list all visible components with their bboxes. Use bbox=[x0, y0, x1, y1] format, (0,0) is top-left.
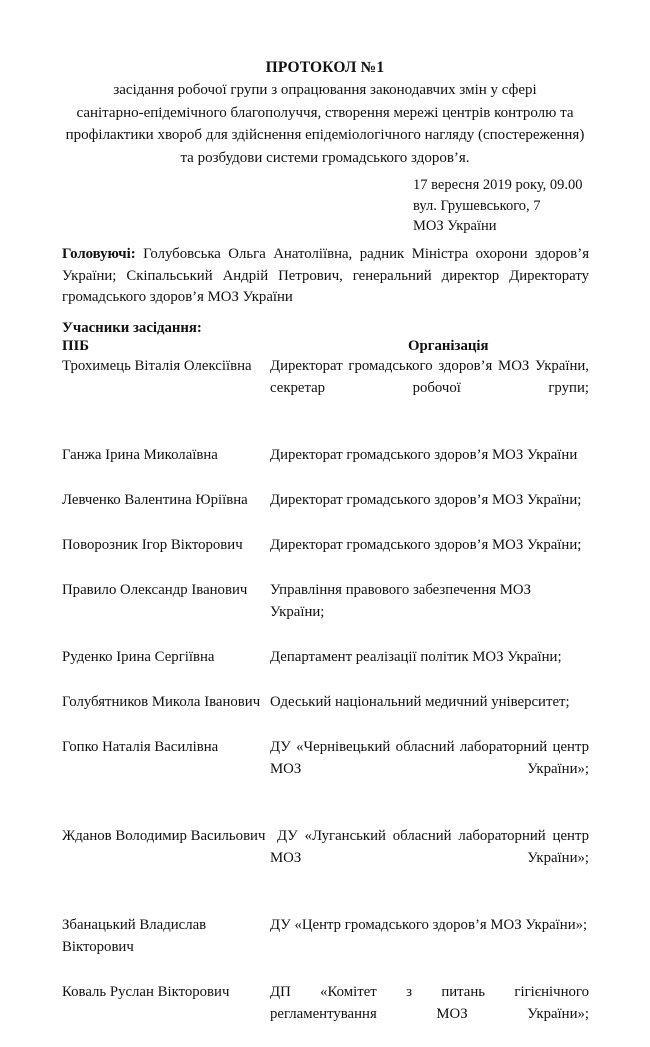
participant-name: Руденко Ірина Сергіївна bbox=[62, 649, 215, 665]
participants-column-headers bbox=[62, 336, 589, 356]
page-title: ПРОТОКОЛ №1 bbox=[265, 59, 385, 76]
participant-organization: ДП «Комітет з питань гігієнічного регламентування МОЗ України»; bbox=[270, 984, 589, 1022]
meeting-institution: МОЗ України bbox=[413, 218, 497, 234]
chairpersons-paragraph bbox=[62, 244, 589, 309]
participant-name: Поворозник Ігор Вікторович bbox=[62, 537, 243, 553]
participant-organization: Одеський національний медичний університет; bbox=[270, 694, 570, 710]
table-row bbox=[62, 914, 589, 958]
chairpersons-label: Головуючі: bbox=[62, 246, 136, 262]
subtitle-line-3: профілактики хвороб для здійснення епідеміологічного нагляду (спостереження) bbox=[65, 127, 585, 143]
participant-name: Жданов Володимир Васильович bbox=[62, 828, 266, 844]
meeting-meta-block bbox=[413, 175, 643, 237]
table-row bbox=[62, 691, 589, 713]
table-row bbox=[62, 534, 589, 556]
meeting-address: вул. Грушевського, 7 bbox=[413, 197, 541, 214]
participant-organization: Директорат громадського здоров’я МОЗ України; bbox=[270, 492, 582, 508]
participant-organization: Директорат громадського здоров’я МОЗ України bbox=[270, 447, 578, 463]
subtitle-line-4: та розбудови системи громадського здоров’я. bbox=[180, 149, 470, 166]
participant-organization: ДУ «Центр громадського здоров’я МОЗ України»; bbox=[270, 917, 588, 933]
table-row bbox=[62, 736, 589, 802]
participants-table bbox=[62, 355, 589, 1047]
subtitle-line-2: санітарно-епідемічного благополуччя, створення мережі центрів контролю та bbox=[76, 104, 574, 121]
participant-organization: ДУ «Луганський обласний лабораторний центр МОЗ України»; bbox=[270, 828, 589, 866]
participant-organization: Управління правового забезпечення МОЗ України; bbox=[270, 582, 532, 620]
table-row bbox=[62, 825, 589, 891]
participant-organization: Директорат громадського здоров’я МОЗ України; bbox=[270, 537, 582, 553]
table-row bbox=[62, 579, 589, 623]
participant-name: Трохимець Віталія Олексіївна bbox=[62, 358, 252, 374]
participant-organization: ДУ «Чернівецький обласний лабораторний центр МОЗ України»; bbox=[270, 739, 589, 777]
subtitle-line-1: засідання робочої групи з опрацювання законодавчих змін у сфері bbox=[113, 82, 537, 98]
column-header-organization: Організація bbox=[408, 338, 489, 354]
table-row bbox=[62, 355, 589, 421]
participant-name: Левченко Валентина Юріївна bbox=[62, 492, 248, 508]
participant-name: Гопко Наталія Василівна bbox=[62, 739, 219, 755]
column-header-name: ПІБ bbox=[62, 338, 90, 354]
participant-name: Ганжа Ірина Миколаївна bbox=[62, 447, 218, 463]
participant-name: Коваль Руслан Вікторович bbox=[62, 984, 230, 1000]
participant-name: Правило Олександр Іванович bbox=[62, 582, 248, 598]
participant-name: Збанацький Владислав Вікторович bbox=[62, 917, 207, 955]
table-row bbox=[62, 489, 589, 511]
participants-heading: Учасники засідання: bbox=[62, 320, 202, 336]
chairpersons-text: Голубовська Ольга Анатоліївна, радник Міністра охорони здоров’я України; Скіпальський Андрій Петрович, генеральний директор Директорату громадського здоров’я МОЗ України bbox=[62, 246, 589, 305]
document-subtitle bbox=[62, 79, 588, 169]
participant-organization: Департамент реалізації політик МОЗ України; bbox=[270, 649, 562, 665]
table-row bbox=[62, 646, 589, 668]
table-row bbox=[62, 444, 589, 466]
participant-name: Голубятников Микола Іванович bbox=[62, 694, 261, 710]
title-block bbox=[62, 57, 588, 169]
participant-organization: Директорат громадського здоров’я МОЗ України, секретар робочої групи; bbox=[270, 358, 589, 396]
meeting-datetime: 17 вересня 2019 року, 09.00 bbox=[413, 177, 583, 193]
table-row bbox=[62, 981, 589, 1047]
